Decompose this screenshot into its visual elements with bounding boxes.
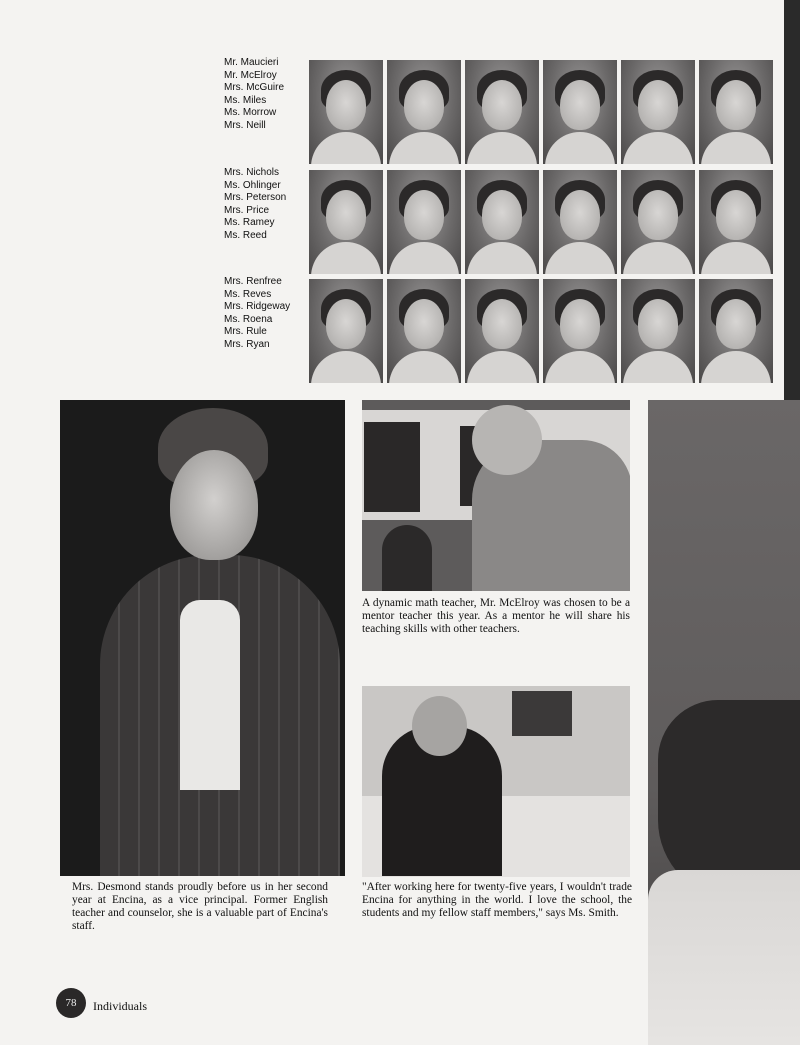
portrait-photo xyxy=(543,170,617,274)
portrait-photo xyxy=(699,279,773,383)
name: Mrs. Neill xyxy=(224,119,266,131)
name: Mrs. Renfree xyxy=(224,276,282,287)
name: Mrs. Ridgeway xyxy=(224,301,291,313)
name: Ms. Miles xyxy=(224,94,267,106)
portrait-photo xyxy=(387,60,461,164)
names-row-3 xyxy=(224,276,290,352)
name: Mrs. Rule xyxy=(224,326,267,338)
name: Ms. Reed xyxy=(224,229,267,241)
name: Ms. Roena xyxy=(224,313,273,325)
portrait-photo xyxy=(621,60,695,164)
portrait-photo xyxy=(543,279,617,383)
photo-smith xyxy=(362,686,630,877)
name: Mrs. Price xyxy=(224,204,269,216)
name: Mrs. Ryan xyxy=(224,338,270,350)
photo-desmond xyxy=(60,400,345,876)
portrait-photo xyxy=(465,170,539,274)
page-number: 78 xyxy=(56,988,86,1018)
portrait-photo xyxy=(699,170,773,274)
caption-desmond: Mrs. Desmond stands proudly before us in her second year at Encina, as a vice principal. Former English teacher and counselor, she is a valuable part of Encina's staff. xyxy=(72,881,328,932)
portrait-photo xyxy=(309,279,383,383)
section-title: Individuals xyxy=(93,999,147,1013)
name: Mrs. Nichols xyxy=(224,167,280,178)
portrait-photo xyxy=(543,60,617,164)
name: Ms. Ohlinger xyxy=(224,179,281,191)
names-row-1 xyxy=(224,57,284,133)
name: Mr. McElroy xyxy=(224,69,277,81)
names-row-2 xyxy=(224,167,286,243)
name: Mrs. McGuire xyxy=(224,82,284,94)
portrait-photo xyxy=(621,279,695,383)
photo-mcelroy xyxy=(362,400,630,591)
side-photo-shadow xyxy=(648,400,800,1045)
portrait-photo xyxy=(465,60,539,164)
portrait-photo xyxy=(621,170,695,274)
portrait-photo xyxy=(309,170,383,274)
name: Ms. Ramey xyxy=(224,217,275,229)
name: Mr. Maucieri xyxy=(224,57,279,68)
name: Ms. Morrow xyxy=(224,107,277,119)
name: Mrs. Peterson xyxy=(224,192,287,204)
caption-smith: "After working here for twenty-five years, I wouldn't trade Encina for anything in the world. I love the school, the students and my fellow staff members," says Ms. Smith. xyxy=(362,881,632,919)
portrait-photo xyxy=(465,279,539,383)
portrait-photo xyxy=(309,60,383,164)
portrait-photo xyxy=(387,279,461,383)
portrait-photo xyxy=(387,170,461,274)
portrait-photo xyxy=(699,60,773,164)
caption-mcelroy: A dynamic math teacher, Mr. McElroy was chosen to be a mentor teacher this year. As a mentor he will share his teaching skills with other teachers. xyxy=(362,597,630,635)
name: Ms. Reves xyxy=(224,288,272,300)
